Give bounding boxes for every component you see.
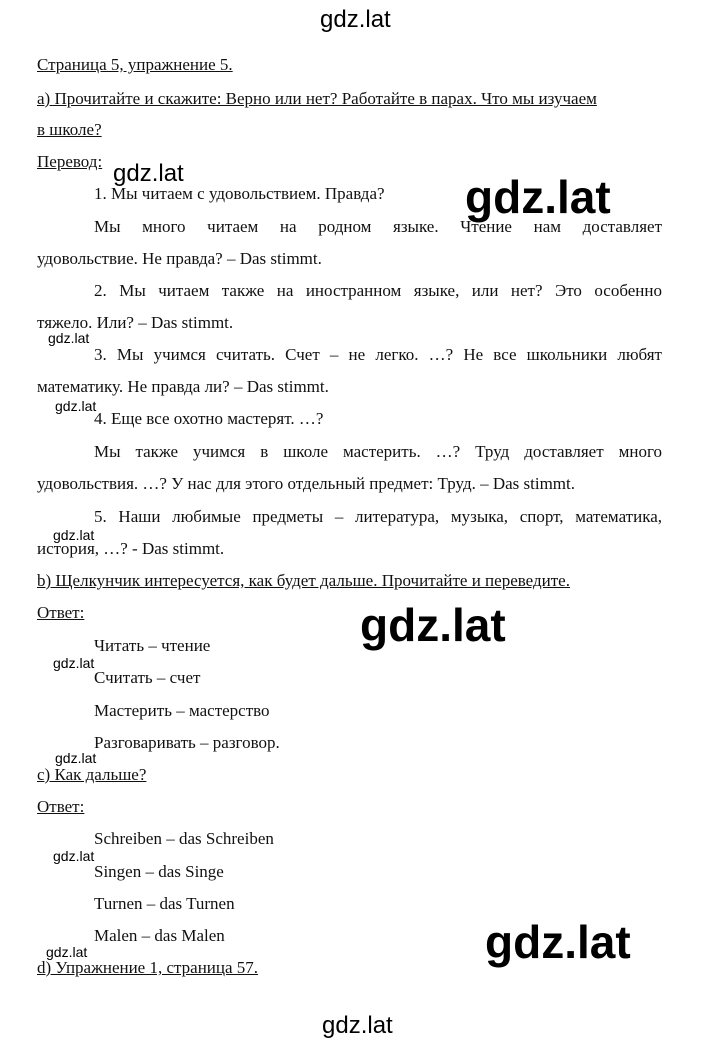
translation-item-4: удовольствия. …? У нас для этого отдельный предмет: Труд. – Das stimmt. <box>37 474 576 493</box>
translation-item-3: 3. Мы учимся считать. Счет – не легко. …? Не все школьники любят <box>94 345 662 364</box>
answer-item: Turnen – das Turnen <box>94 894 235 913</box>
watermark: gdz.lat <box>320 6 391 33</box>
task-b-text: b) Щелкунчик интересуется, как будет дальше. Прочитайте и переведите. <box>37 571 570 590</box>
answer-item: Schreiben – das Schreiben <box>94 829 274 848</box>
answer-item: Считать – счет <box>94 668 201 687</box>
answer-item: Разговаривать – разговор. <box>94 733 280 752</box>
translation-item-3: математику. Не правда ли? – Das stimmt. <box>37 377 329 396</box>
translation-item-2: тяжело. Или? – Das stimmt. <box>37 313 234 332</box>
answer-label: Ответ: <box>37 603 85 622</box>
translation-item-1: Мы много читаем на родном языке. Чтение нам доставляет <box>94 217 662 236</box>
translation-label: Перевод: <box>37 152 103 171</box>
watermark: gdz.lat <box>113 160 184 187</box>
answer-item: Singen – das Singe <box>94 862 224 881</box>
watermark: gdz.lat <box>48 330 90 346</box>
watermark: gdz.lat <box>46 944 88 960</box>
translation-item-2: 2. Мы читаем также на иностранном языке, или нет? Это особенно <box>94 281 662 300</box>
watermark: gdz.lat <box>55 750 97 766</box>
answer-item: Мастерить – мастерство <box>94 701 270 720</box>
answer-item: Malen – das Malen <box>94 926 225 945</box>
answer-label: Ответ: <box>37 797 85 816</box>
task-d-text: d) Упражнение 1, страница 57. <box>37 958 259 977</box>
watermark: gdz.lat <box>55 398 97 414</box>
answer-item: Читать – чтение <box>94 636 211 655</box>
watermark: gdz.lat <box>485 916 631 968</box>
translation-item-4: Мы также учимся в школе мастерить. …? Труд доставляет много <box>94 442 662 461</box>
watermark: gdz.lat <box>465 171 611 223</box>
watermark: gdz.lat <box>53 848 95 864</box>
translation-item-1: удовольствие. Не правда? – Das stimmt. <box>37 249 322 268</box>
task-a-text: в школе? <box>37 120 102 139</box>
watermark: gdz.lat <box>53 655 95 671</box>
translation-item-1: 1. Мы читаем с удовольствием. Правда? <box>94 184 385 203</box>
watermark: gdz.lat <box>360 599 506 651</box>
watermark: gdz.lat <box>322 1012 393 1039</box>
task-a-text: а) Прочитайте и скажите: Верно или нет? Работайте в парах. Что мы изучаем <box>37 89 597 108</box>
translation-item-5: 5. Наши любимые предметы – литература, музыка, спорт, математика, <box>94 507 662 526</box>
watermark: gdz.lat <box>53 527 95 543</box>
translation-item-5: история, …? - Das stimmt. <box>37 539 225 558</box>
task-c-text: с) Как дальше? <box>37 765 147 784</box>
translation-item-4: 4. Еще все охотно мастерят. …? <box>94 409 324 428</box>
page-heading: Страница 5, упражнение 5. <box>37 55 233 74</box>
